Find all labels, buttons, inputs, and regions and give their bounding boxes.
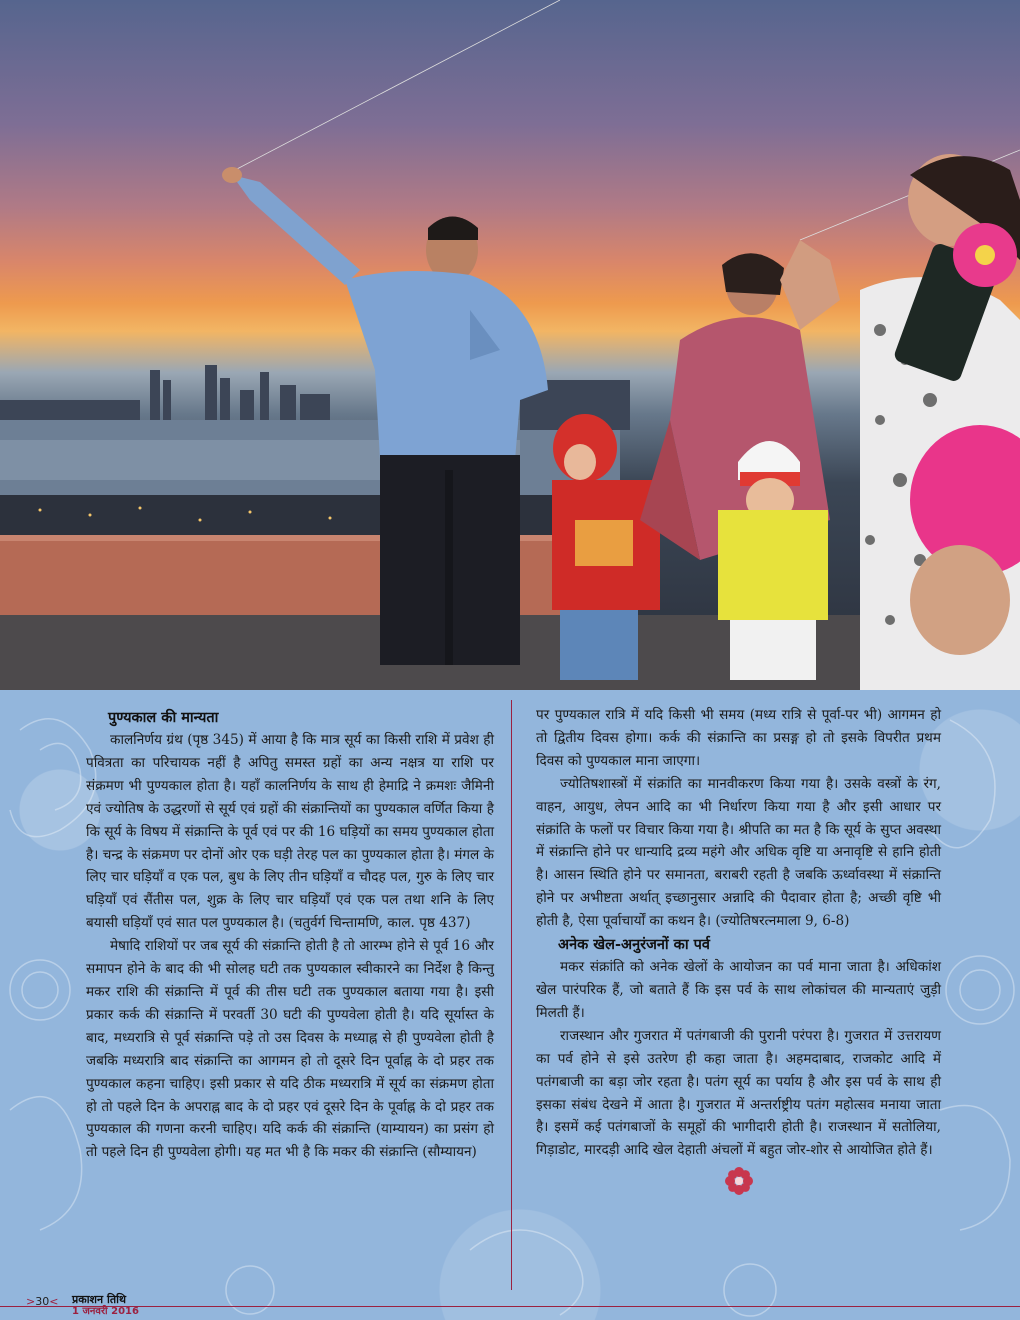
- paragraph: मकर संक्रांति को अनेक खेलों के आयोजन का पर्व माना जाता है। अधिकांश खेल पारंपरिक हैं, जो बताते हैं कि इस पर्व के साथ लोकांचल की मान्यताएं जुड़ी मिलती हैं।: [536, 959, 941, 1021]
- right-column: [536, 704, 941, 1196]
- article-body: [0, 690, 1020, 1320]
- paragraph-continued: पर पुण्यकाल रात्रि में यदि किसी भी समय (मध्य रात्रि से पूर्वा-पर भी) आगमन हो तो द्वितीय दिवस होगा। कर्क की संक्रान्ति का प्रसङ्ग हो तो इसके विपरीत प्रथम दिवस को पुण्यकाल माना जाएगा।: [536, 707, 941, 769]
- child-pink-hat: [910, 425, 1020, 655]
- publication-info: [72, 1294, 139, 1318]
- section-heading-punyakal: पुण्यकाल की मान्यता: [108, 709, 219, 726]
- flower-ornament-icon: [724, 1166, 754, 1196]
- paragraph: ज्योतिषशास्त्रों में संक्रांति का मानवीकरण किया गया है। उसके वस्त्रों के रंग, वाहन, आयुध, लेपन आदि का भी निर्धारण किया गया है और इसी आधार पर संक्रांति के फलों पर विचार किया गया है। श्रीपति का मत है कि सूर्य के सुप्त अवस्था में संक्रान्ति होने पर धान्यादि द्रव्य महंगे और अधिक वृष्टि या अनावृष्टि से हानि होती है। आसन स्थिति होने पर समानता, बराबरी रहती है जबकि ऊर्ध्वावस्था में संक्रान्ति होने पर अभीष्टता अर्थात् इच्छानुसार अन्नादि की पैदावार होता है; अच्छी वृष्टि भी होती है, ऐसा पूर्वाचार्यों का कथन है। (ज्योतिषरत्नमाला 9, 6-8): [536, 775, 941, 930]
- column-divider: [511, 700, 512, 1290]
- publication-label: प्रकाशन तिथि: [72, 1293, 126, 1306]
- paragraph: मेषादि राशियों पर जब सूर्य की संक्रान्ति होती है तो आरम्भ होने से पूर्व 16 और समापन होने के बाद की भी सोलह घटी तक पुण्यकाल स्वीकारने का निर्देश है किन्तु मकर राशि की संक्रान्ति में पूर्व की तीस घटी तक पुण्यकाल बताया गया है। इसी प्रकार कर्क की संक्रान्ति में परवर्ती 30 घटी की पुण्यवेला होती है। यदि सूर्यास्त के बाद, मध्यरात्रि से पूर्व संक्रान्ति पड़े तो उस दिवस के मध्याह्न से ही पुण्यवेला होती है जबकि मध्यरात्रि बाद संक्रान्ति का आगमन हो तो दूसरे दिन पूर्वाह्न के दो प्रहर तक पुण्यकाल कहना चाहिए। इसी प्रकार से यदि ठीक मध्यरात्रि में सूर्य का संक्रमण होता हो तो पहले दिन के अपराह्न बाद के दो प्रहर एवं दूसरे दिन के पूर्वाह्न के दो प्रहर तक पुण्यकाल की गणना करनी चाहिए। यदि कर्क की संक्रान्ति (याम्यायन) का प्रसंग हो तो पहले दिन ही पुण्यवेला होगी। यह मत भी है कि मकर की संक्रान्ति (सौम्यायन): [86, 938, 494, 1161]
- footer-rule: [0, 1306, 1020, 1307]
- page-number: >30<: [26, 1295, 59, 1308]
- paragraph: कालनिर्णय ग्रंथ (पृष्ठ 345) में आया है कि मात्र सूर्य का किसी राशि में प्रवेश ही पवित्रता का परिचायक नहीं है अपितु समस्त ग्रहों का अन्य नक्षत्र या राशि पर संक्रमण भी पुण्यकाल होता है। यहाँ कालनिर्णय के साथ ही हेमाद्रि ने क्रमशः जैमिनी एवं ज्योतिष के उद्धरणों से सूर्य एवं ग्रहों की संक्रान्तियों का पुण्यकाल वर्णित किया है कि सूर्य के विषय में संक्रान्ति के पूर्व एवं पर की 16 घड़ियों का समय पुण्यकाल होता है। चन्द्र के संक्रमण पर दोनों ओर एक घड़ी तेरह पल का पुण्यकाल होता है। मंगल के लिए चार घड़ियाँ व एक पल, बुध के लिए तीन घड़ियाँ व चौदह पल, गुरु के लिए चार घड़ियाँ एवं सैंतीस पल, शुक्र के लिए चार घड़ियाँ एवं एक पल तथा शनि के लिए बयासी घड़ियाँ एवं सात पल पुण्यकाल है। (चतुर्वर्ग चिन्तामणि, काल. पृष्ठ 437): [86, 732, 494, 932]
- publication-date: 1 जनवरी 2016: [72, 1306, 139, 1317]
- section-heading-games: अनेक खेल-अनुरंजनों का पर्व: [558, 936, 710, 954]
- arrow-left-icon: <: [49, 1295, 59, 1308]
- left-column: [86, 706, 494, 1164]
- paragraph: राजस्थान और गुजरात में पतंगबाजी की पुरानी परंपरा है। गुजरात में उत्तरायण का पर्व होने से इसे उतरेण ही कहा जाता है। अहमदाबाद, राजकोट आदि में पतंगबाजी का बड़ा जोर रहता है। पतंग सूर्य का पर्याय है और इस पर्व के साथ ही इसका संबंध देखने में आता है। गुजरात में अन्तर्राष्ट्रीय पतंग महोत्सव मनाया जाता है। इसमें कई पतंगबाजों के समूहों की भागीदारी होती है। राजस्थान में सतोलिया, गिड़ाडोट, मारदड़ी आदि खेल देहाती अंचलों में बहुत जोर-शोर से आयोजित होते हैं।: [536, 1027, 941, 1159]
- arrow-right-icon: >: [26, 1295, 36, 1308]
